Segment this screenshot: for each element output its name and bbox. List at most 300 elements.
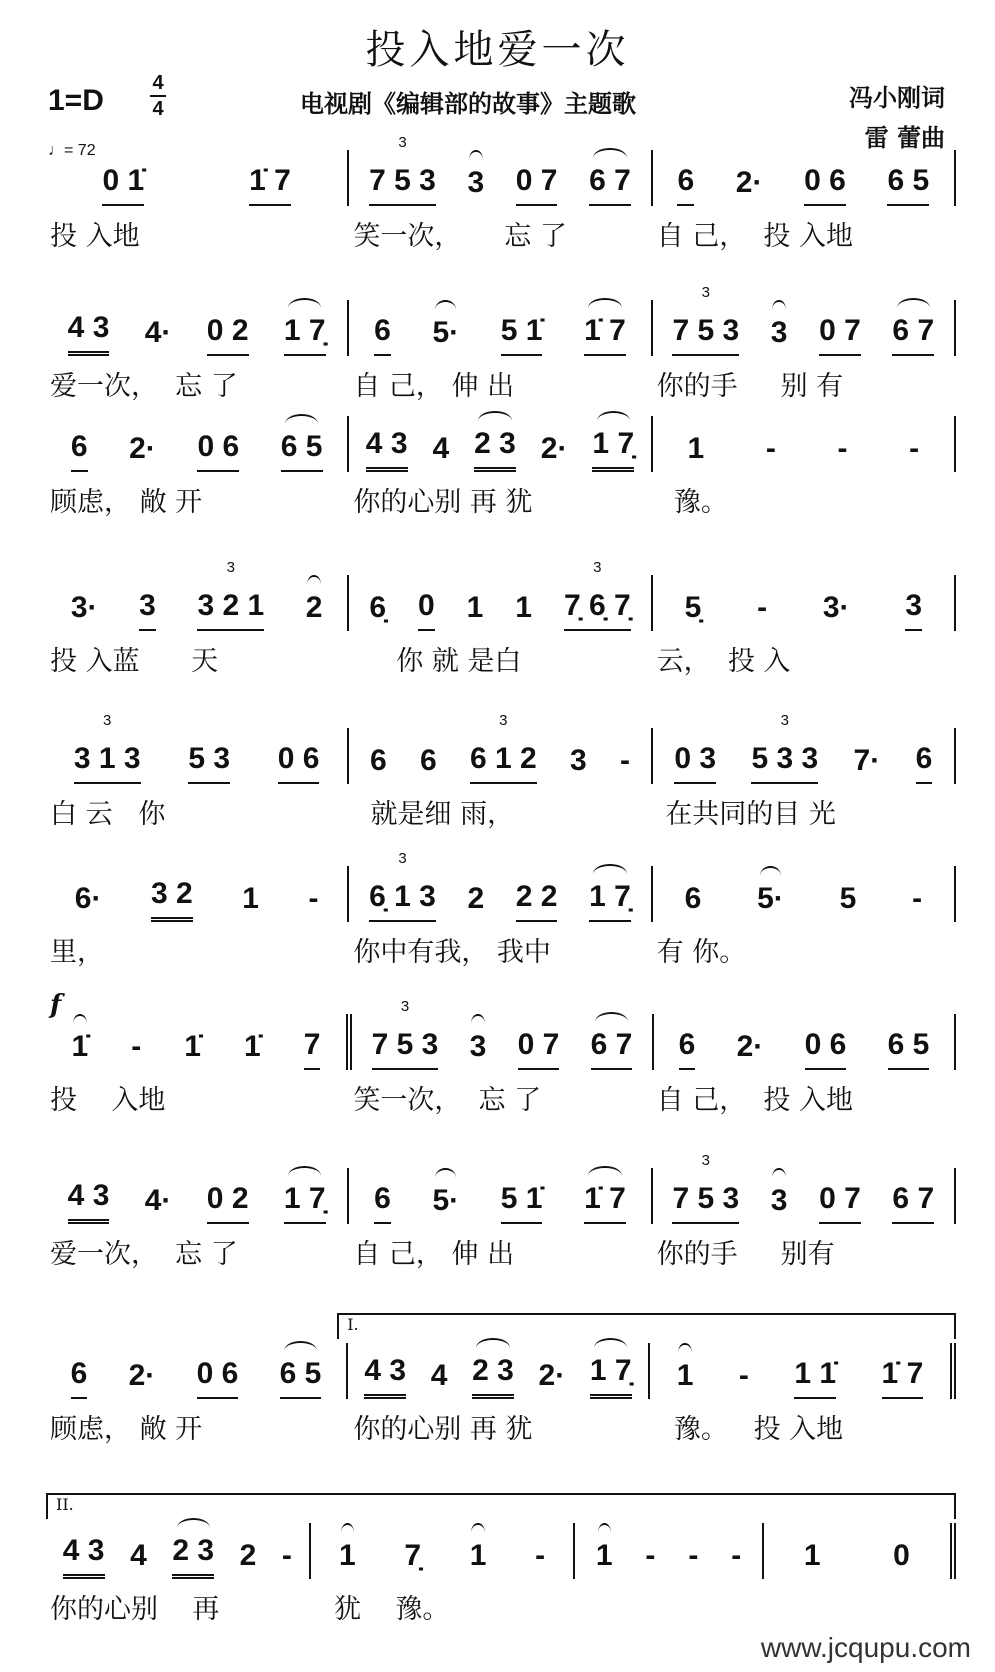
note-text: 3 2 bbox=[151, 877, 193, 910]
note-text: 3 1 3 bbox=[73, 742, 141, 775]
note-group bbox=[284, 1182, 326, 1224]
note-text: 2 bbox=[305, 591, 323, 624]
triplet-mark: 3 bbox=[400, 998, 410, 1015]
note-group bbox=[888, 1028, 930, 1070]
note-text: 0 6 bbox=[196, 1357, 239, 1390]
note-text: 4· bbox=[144, 1184, 172, 1217]
note-group bbox=[73, 712, 141, 784]
note-group bbox=[501, 1182, 543, 1224]
note-group bbox=[374, 1182, 391, 1224]
note-text: 5 3 3 bbox=[751, 742, 819, 775]
note-text: 1 7̣ bbox=[283, 314, 326, 347]
note-text: 6 7 bbox=[589, 164, 631, 197]
score-row bbox=[46, 850, 956, 969]
lyric-segment: 你的手 别有 bbox=[656, 1239, 835, 1270]
note-text: 6· bbox=[74, 882, 102, 915]
note-text: 1̇ 7 bbox=[881, 1357, 924, 1390]
measure bbox=[309, 1523, 574, 1579]
note-text: 5 3 bbox=[188, 742, 231, 775]
note-text: 6 bbox=[677, 164, 695, 197]
measure bbox=[762, 1523, 956, 1579]
lyric-segment: 自 己， 投 入地 bbox=[656, 1085, 853, 1116]
measure bbox=[347, 712, 650, 784]
note-text: 2 3 bbox=[474, 427, 516, 460]
note-text: 3 2 1 bbox=[197, 589, 265, 622]
note-group bbox=[736, 166, 763, 206]
note-text: 4 3 bbox=[62, 1534, 105, 1567]
note-group bbox=[249, 164, 291, 206]
note-group bbox=[102, 164, 144, 206]
note-group bbox=[882, 1357, 924, 1399]
note-group bbox=[145, 1184, 172, 1224]
note-group bbox=[470, 1030, 487, 1070]
note-group bbox=[737, 1030, 764, 1070]
note-text: - bbox=[645, 1539, 656, 1572]
note-text: 4 bbox=[430, 1359, 448, 1392]
note-text: - bbox=[765, 432, 776, 465]
lyric-segment: 云， 投 入 bbox=[656, 646, 791, 677]
note-text: 1̇ bbox=[244, 1030, 261, 1063]
note-group bbox=[563, 559, 631, 631]
measure bbox=[651, 416, 956, 472]
note-group bbox=[685, 882, 702, 922]
lyric-segment: 豫。 投 入地 bbox=[656, 1414, 844, 1445]
note-group bbox=[129, 432, 156, 472]
measure bbox=[347, 559, 650, 631]
note-text: 0 6 bbox=[277, 742, 320, 775]
note-text: 0 6 bbox=[804, 1028, 847, 1061]
composer-credit: 雷 蕾曲 bbox=[864, 124, 945, 152]
note-text: 4 3 bbox=[67, 311, 110, 344]
measure bbox=[46, 150, 347, 206]
note-text: 4 3 bbox=[67, 1179, 110, 1212]
note-group bbox=[139, 589, 156, 631]
note-group bbox=[197, 430, 239, 472]
score-row bbox=[46, 559, 956, 678]
note-text: 7· bbox=[853, 744, 881, 777]
note-group bbox=[887, 164, 929, 206]
note-group bbox=[620, 744, 630, 784]
note-group bbox=[184, 1030, 201, 1070]
note-group bbox=[516, 164, 558, 206]
note-text: 1 bbox=[515, 591, 532, 624]
note-group bbox=[281, 430, 323, 472]
note-text: 3 bbox=[770, 316, 788, 349]
measure bbox=[651, 1152, 956, 1224]
measure bbox=[46, 1014, 346, 1070]
note-text: 5· bbox=[757, 882, 784, 915]
time-sig-top: 4 bbox=[152, 72, 164, 94]
note-group bbox=[242, 882, 259, 922]
note-text: 6̣ bbox=[369, 591, 386, 624]
note-text: 2· bbox=[538, 1359, 566, 1392]
triplet-mark: 3 bbox=[499, 712, 508, 729]
note-group bbox=[688, 1539, 698, 1579]
note-group bbox=[207, 314, 249, 356]
note-group bbox=[804, 164, 846, 206]
note-group bbox=[207, 1182, 249, 1224]
note-text: 3 bbox=[770, 1184, 788, 1217]
measure bbox=[347, 1168, 650, 1224]
note-group bbox=[244, 1030, 261, 1070]
note-group bbox=[804, 1539, 821, 1579]
note-text: 6 5 bbox=[887, 164, 930, 197]
note-group bbox=[596, 1539, 613, 1579]
note-text: 1 7̣ bbox=[589, 1354, 632, 1387]
note-text: 4 3 bbox=[364, 1354, 407, 1387]
triplet-mark: 3 bbox=[226, 559, 235, 576]
note-group bbox=[474, 427, 516, 472]
note-group bbox=[591, 1028, 633, 1070]
note-group bbox=[71, 430, 88, 472]
note-group bbox=[916, 742, 933, 784]
lyric-segment bbox=[768, 1587, 956, 1626]
note-text: - bbox=[535, 1539, 546, 1572]
note-group bbox=[674, 742, 716, 784]
note-text: 6 1 2 bbox=[469, 742, 537, 775]
note-group bbox=[130, 1539, 147, 1579]
note-group bbox=[371, 998, 439, 1070]
note-text: 6 bbox=[70, 1357, 88, 1390]
note-text: 0 7 bbox=[819, 1182, 861, 1215]
measure bbox=[46, 1343, 346, 1399]
lyric-segment: 爱一次， 忘 了 bbox=[50, 1239, 238, 1270]
note-text: 5· bbox=[432, 1184, 460, 1217]
measure bbox=[346, 1343, 648, 1399]
note-text: 1 bbox=[595, 1539, 613, 1572]
note-text: 1 bbox=[803, 1539, 821, 1572]
note-group bbox=[418, 589, 435, 631]
note-group bbox=[751, 712, 819, 784]
lyric-segment: 在共同的目 光 bbox=[656, 799, 836, 830]
note-text: 0 7 bbox=[517, 1028, 560, 1061]
note-text: 7̣ 6̣ 7̣ bbox=[563, 589, 631, 622]
note-text: 4 bbox=[432, 432, 450, 465]
note-text: 0 7 bbox=[515, 164, 558, 197]
note-group bbox=[364, 1354, 406, 1399]
note-text: 1̇ 7 bbox=[584, 1182, 626, 1215]
subtitle: 电视剧《编辑部的故事》主题歌 bbox=[300, 90, 636, 118]
note-text: 3 bbox=[139, 589, 156, 622]
note-group bbox=[679, 1028, 696, 1070]
note-text: 4 3 bbox=[365, 427, 408, 460]
lyricist-credit: 冯小刚词 bbox=[849, 84, 945, 112]
note-text: 6 bbox=[70, 430, 88, 463]
note-text: 6 5 bbox=[887, 1028, 930, 1061]
dynamic-marking: f bbox=[50, 990, 62, 1020]
note-group bbox=[672, 284, 740, 356]
lyrics-line bbox=[46, 480, 956, 519]
note-text: 5 1̇ bbox=[500, 314, 543, 347]
note-group bbox=[677, 1359, 694, 1399]
note-group bbox=[516, 880, 558, 922]
measure bbox=[651, 150, 956, 206]
lyric-segment: 有 你。 bbox=[656, 937, 747, 968]
lyric-segment: 你的心别 再 bbox=[50, 1594, 220, 1625]
measure bbox=[573, 1523, 761, 1579]
note-group bbox=[432, 432, 449, 472]
measure bbox=[347, 416, 650, 472]
score-row bbox=[46, 1152, 956, 1271]
note-group bbox=[771, 1184, 788, 1224]
note-group bbox=[369, 134, 436, 206]
lyric-segment: 你的手 别 有 bbox=[656, 371, 844, 402]
note-group bbox=[912, 882, 922, 922]
note-text: 2· bbox=[735, 166, 763, 199]
notes-line bbox=[46, 1152, 956, 1224]
lyric-segment: 就是细 雨， bbox=[353, 799, 515, 830]
note-group bbox=[584, 1182, 626, 1224]
note-text: 1 bbox=[466, 591, 484, 624]
lyric-segment: 投 入地 bbox=[50, 221, 140, 252]
measure bbox=[46, 712, 347, 784]
measure bbox=[648, 1343, 956, 1399]
volta-second-ending: II. bbox=[46, 1493, 956, 1519]
lyrics-line bbox=[46, 639, 956, 678]
note-group bbox=[892, 314, 934, 356]
note-text: 5· bbox=[432, 316, 460, 349]
note-text: 0 2 bbox=[206, 314, 249, 347]
lyrics-line bbox=[46, 1232, 956, 1271]
lyric-segment: 豫。 bbox=[656, 487, 728, 518]
note-group bbox=[374, 314, 391, 356]
lyric-segment: 顾虑， 敞 开 bbox=[50, 487, 203, 518]
time-sig-bottom: 4 bbox=[152, 98, 164, 120]
note-group bbox=[404, 1539, 421, 1579]
note-group bbox=[366, 427, 408, 472]
note-text: 6 bbox=[374, 314, 391, 347]
note-group bbox=[369, 850, 436, 922]
notes-line bbox=[46, 1343, 956, 1399]
measure bbox=[346, 998, 652, 1070]
note-group bbox=[589, 880, 631, 922]
note-group bbox=[909, 432, 919, 472]
note-group bbox=[823, 591, 850, 631]
note-text: 2· bbox=[736, 1030, 764, 1063]
note-group bbox=[905, 589, 922, 631]
note-group bbox=[172, 1534, 214, 1579]
lyrics-line bbox=[46, 1587, 956, 1626]
note-group bbox=[501, 314, 543, 356]
score-row bbox=[46, 998, 956, 1117]
lyrics-line bbox=[46, 792, 956, 831]
note-text: 4 bbox=[130, 1539, 147, 1572]
measure bbox=[46, 559, 347, 631]
note-group bbox=[766, 432, 776, 472]
note-group bbox=[739, 1359, 749, 1399]
note-text: 1̇ 7 bbox=[584, 314, 626, 347]
note-text: 2· bbox=[129, 432, 156, 465]
lyric-segment: 你中有我， 我中 bbox=[353, 937, 551, 968]
lyric-segment: 你的心别 再 犹 bbox=[353, 1414, 533, 1445]
lyric-segment bbox=[580, 1587, 768, 1626]
lyric-segment: 笑一次， 忘 了 bbox=[353, 221, 567, 252]
note-text: 6 bbox=[678, 1028, 696, 1061]
note-group bbox=[570, 744, 587, 784]
note-text: 2 bbox=[467, 882, 485, 915]
note-group bbox=[71, 1357, 88, 1399]
note-text: 3 bbox=[467, 166, 485, 199]
score-row bbox=[46, 284, 956, 403]
note-text: 0 1̇ bbox=[102, 164, 145, 197]
note-group bbox=[280, 1357, 322, 1399]
note-group bbox=[339, 1539, 356, 1579]
note-group bbox=[592, 427, 634, 472]
measure bbox=[46, 866, 347, 922]
note-group bbox=[432, 1184, 459, 1224]
note-text: - bbox=[738, 1359, 749, 1392]
note-group bbox=[431, 1359, 448, 1399]
note-group bbox=[75, 882, 102, 922]
note-group bbox=[854, 744, 881, 784]
measure bbox=[651, 575, 956, 631]
note-group bbox=[197, 559, 265, 631]
note-text: - bbox=[909, 432, 920, 465]
note-text: - bbox=[912, 882, 923, 915]
triplet-mark: 3 bbox=[398, 134, 407, 151]
lyric-segment: 自 己， 伸 出 bbox=[353, 1239, 515, 1270]
note-group bbox=[685, 591, 702, 631]
score-row bbox=[46, 1315, 956, 1446]
triplet-mark: 3 bbox=[701, 284, 710, 301]
note-text: 1̇ 7 bbox=[249, 164, 291, 197]
note-group bbox=[370, 744, 387, 784]
note-group bbox=[197, 1357, 239, 1399]
note-group bbox=[63, 1534, 105, 1579]
lyric-segment: 自 己， 伸 出 bbox=[353, 371, 515, 402]
note-group bbox=[467, 882, 484, 922]
note-group bbox=[541, 432, 568, 472]
note-group bbox=[584, 314, 626, 356]
note-text: 6 bbox=[419, 744, 437, 777]
notes-line bbox=[46, 712, 956, 784]
note-text: 6 5 bbox=[279, 1357, 322, 1390]
note-group bbox=[131, 1030, 141, 1070]
note-text: 1̇ bbox=[184, 1030, 201, 1063]
note-text: 3 bbox=[905, 589, 923, 622]
lyric-segment: 笑一次， 忘 了 bbox=[353, 1085, 542, 1116]
lyric-segment: 你 就 是白 bbox=[353, 646, 522, 677]
volta-first-ending: I. bbox=[337, 1313, 956, 1339]
note-text: 7 5 3 bbox=[672, 314, 740, 347]
note-text: 5 1̇ bbox=[500, 1182, 543, 1215]
measure bbox=[651, 712, 956, 784]
note-text: 1 bbox=[339, 1539, 356, 1572]
lyric-segment: 投 入蓝 天 bbox=[50, 646, 219, 677]
note-group bbox=[518, 1028, 560, 1070]
triplet-mark: 3 bbox=[780, 712, 789, 729]
note-text: 7 5 3 bbox=[369, 164, 436, 197]
note-text: 6 bbox=[374, 1182, 391, 1215]
triplet-mark: 3 bbox=[593, 559, 602, 576]
note-group bbox=[539, 1359, 566, 1399]
score-row bbox=[46, 416, 956, 519]
note-text: - bbox=[131, 1030, 142, 1063]
note-group bbox=[145, 316, 172, 356]
note-text: 0 bbox=[417, 589, 435, 622]
note-text: 3· bbox=[70, 591, 98, 624]
note-group bbox=[420, 744, 437, 784]
note-group bbox=[535, 1539, 545, 1579]
note-text: 6̣ 1 3 bbox=[369, 880, 436, 913]
note-text: 1̇ bbox=[71, 1030, 89, 1063]
note-text: 5 bbox=[839, 882, 857, 915]
note-text: 3 bbox=[569, 744, 587, 777]
triplet-mark: 3 bbox=[103, 712, 112, 729]
note-text: 2 3 bbox=[172, 1534, 215, 1567]
note-group bbox=[129, 1359, 156, 1399]
note-text: 0 6 bbox=[197, 430, 240, 463]
watermark: www.jcqupu.com bbox=[760, 1632, 971, 1663]
note-text: - bbox=[281, 1539, 292, 1572]
notes-line bbox=[46, 1523, 956, 1579]
note-text: 0 6 bbox=[804, 164, 846, 197]
note-text: 4· bbox=[144, 316, 172, 349]
measure bbox=[46, 1523, 309, 1579]
measure bbox=[651, 866, 956, 922]
note-group bbox=[467, 591, 484, 631]
note-group bbox=[309, 882, 319, 922]
note-text: 1 7̣ bbox=[592, 427, 635, 460]
note-text: 2 3 bbox=[472, 1354, 514, 1387]
lyrics-line bbox=[46, 930, 956, 969]
score-row bbox=[46, 712, 956, 831]
note-text: 7̣ bbox=[404, 1539, 422, 1572]
lyric-segment: 里， bbox=[50, 937, 104, 968]
key-signature: 1=D bbox=[48, 84, 104, 117]
note-text: 1 bbox=[676, 1359, 694, 1392]
measure bbox=[46, 416, 347, 472]
note-group bbox=[677, 164, 694, 206]
note-group bbox=[672, 1152, 740, 1224]
notes-line bbox=[46, 284, 956, 356]
lyrics-line bbox=[46, 1078, 956, 1117]
lyric-segment: 犹 豫。 bbox=[316, 1594, 450, 1625]
note-text: 6 bbox=[915, 742, 933, 775]
lyrics-line bbox=[46, 214, 956, 253]
note-group bbox=[284, 314, 326, 356]
note-text: 2 bbox=[239, 1539, 257, 1572]
note-text: - bbox=[837, 432, 848, 465]
lyrics-line bbox=[46, 364, 956, 403]
notes-line bbox=[46, 416, 956, 472]
note-group bbox=[470, 1539, 487, 1579]
measure bbox=[46, 300, 347, 356]
note-text: 3 bbox=[469, 1030, 487, 1063]
triplet-mark: 3 bbox=[398, 850, 407, 867]
score-row bbox=[46, 1495, 956, 1626]
note-text: 2· bbox=[540, 432, 568, 465]
time-sig-line bbox=[150, 95, 166, 97]
note-group bbox=[757, 591, 767, 631]
note-text: 1 7̣ bbox=[589, 880, 631, 913]
note-text: 2 2 bbox=[515, 880, 558, 913]
note-group bbox=[819, 314, 861, 356]
lyrics-line bbox=[46, 1407, 956, 1446]
note-group bbox=[278, 742, 320, 784]
note-text: - bbox=[731, 1539, 742, 1572]
note-group bbox=[469, 712, 537, 784]
note-group bbox=[306, 591, 323, 631]
note-text: 1 bbox=[242, 882, 259, 915]
note-group bbox=[892, 1182, 934, 1224]
triplet-mark: 3 bbox=[701, 1152, 710, 1169]
measure bbox=[46, 1168, 347, 1224]
note-text: 1 7̣ bbox=[283, 1182, 326, 1215]
note-text: 0 3 bbox=[674, 742, 717, 775]
notes-line bbox=[46, 559, 956, 631]
note-group bbox=[819, 1182, 861, 1224]
